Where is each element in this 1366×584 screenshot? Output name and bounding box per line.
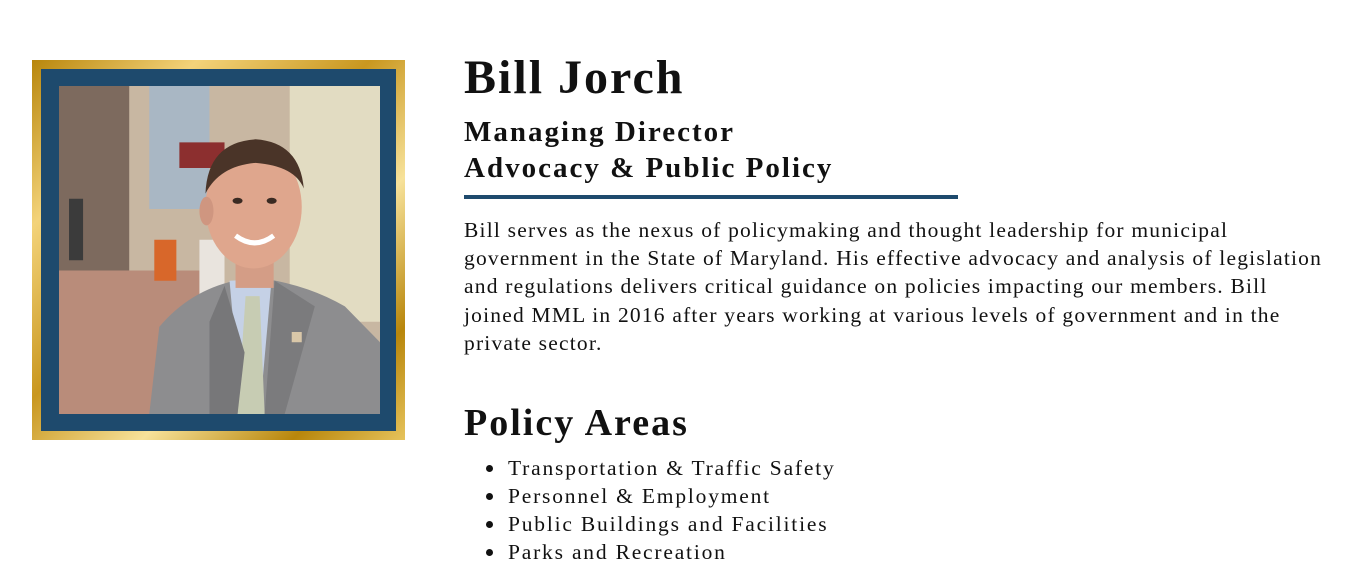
bullet-icon xyxy=(486,465,493,472)
policy-area-label: Public Buildings and Facilities xyxy=(508,512,829,536)
bullet-icon xyxy=(486,521,493,528)
policy-areas-heading: Policy Areas xyxy=(464,402,689,444)
policy-areas-list xyxy=(464,454,836,566)
person-name: Bill Jorch xyxy=(464,51,685,104)
policy-area-item xyxy=(464,538,836,566)
policy-area-item xyxy=(464,454,836,482)
bio-paragraph: Bill serves as the nexus of policymaking and thought leadership for municipal government in the State of Maryland. His effective advocacy and analysis of legislation and regulations delivers critical guidance on policies impacting our members. Bill joined MML in 2016 after years working at various levels of government and in the private sector. xyxy=(464,218,1323,355)
policy-area-item xyxy=(464,510,836,538)
portrait-mat xyxy=(41,69,396,431)
policy-area-label: Parks and Recreation xyxy=(508,540,727,564)
job-title: Managing Director xyxy=(464,116,736,148)
bullet-icon xyxy=(486,493,493,500)
policy-area-label: Personnel & Employment xyxy=(508,484,771,508)
portrait-illustration xyxy=(59,86,380,414)
portrait-frame xyxy=(32,60,405,440)
bullet-icon xyxy=(486,549,493,556)
portrait-photo xyxy=(59,86,380,414)
policy-area-item xyxy=(464,482,836,510)
policy-area-label: Transportation & Traffic Safety xyxy=(508,456,836,480)
department-title: Advocacy & Public Policy xyxy=(464,152,834,184)
title-divider xyxy=(464,195,958,199)
